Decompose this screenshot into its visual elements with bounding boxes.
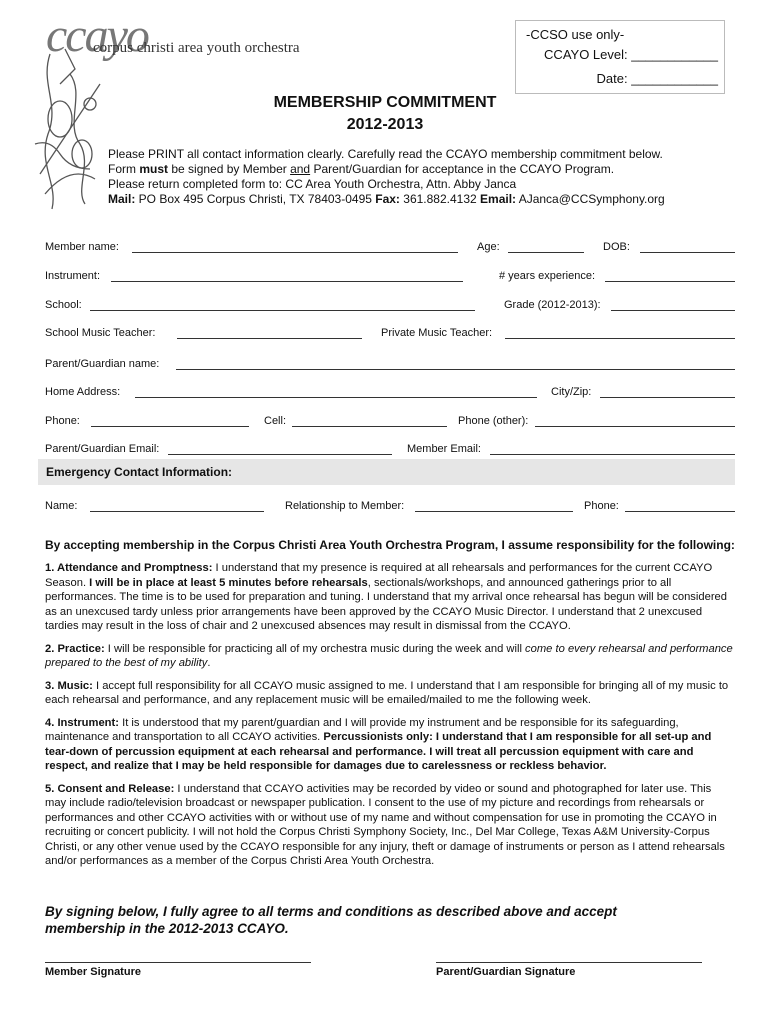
years-experience-label: # years experience: <box>499 270 595 282</box>
relationship-label: Relationship to Member: <box>285 500 405 512</box>
logo-wordmark: ccayo <box>46 9 148 62</box>
row-instrument <box>45 268 735 284</box>
member-name-field[interactable] <box>132 252 458 253</box>
emergency-name-field[interactable] <box>90 511 264 512</box>
logo-org-name: corpus christi area youth orchestra <box>93 40 300 56</box>
grade-label: Grade (2012-2013): <box>504 299 601 311</box>
age-label: Age: <box>477 241 500 253</box>
member-signature-label: Member Signature <box>45 966 141 978</box>
office-date-field[interactable]: Date: ____________ <box>596 71 718 86</box>
dob-label: DOB: <box>603 241 630 253</box>
cell-label: Cell: <box>264 415 287 427</box>
member-signature-line[interactable] <box>45 962 311 963</box>
ccayo-level-field[interactable]: CCAYO Level: ____________ <box>544 47 718 62</box>
intro-text <box>108 147 665 207</box>
cell-field[interactable] <box>292 426 447 427</box>
intro-line-1: Please PRINT all contact information clearly. Carefully read the CCAYO membership commitment below. <box>108 147 663 161</box>
member-email-label: Member Email: <box>407 443 481 455</box>
member-email-field[interactable] <box>490 454 735 455</box>
intro-line-2: Form must be signed by Member and Parent/Guardian for acceptance in the CCAYO Program. <box>108 162 615 176</box>
row-school <box>45 297 735 313</box>
instrument-field[interactable] <box>111 281 463 282</box>
term-music: 3. Music: I accept full responsibility for all CCAYO music assigned to me. I understand that I am responsible for bringing all of my music to each rehearsal and performance, and any replacement music will be emailed/mailed to me the following week. <box>45 679 729 706</box>
emergency-heading: Emergency Contact Information: <box>46 465 233 479</box>
row-member-name <box>45 239 735 255</box>
intro-contact-line: Mail: PO Box 495 Corpus Christi, TX 78403-0495 Fax: 361.882.4132 Email: AJanca@CCSymphony.org <box>108 192 665 206</box>
emergency-phone-label: Phone: <box>584 500 619 512</box>
school-field[interactable] <box>90 310 475 311</box>
parent-name-field[interactable] <box>176 369 735 370</box>
row-address <box>45 384 735 400</box>
instrument-label: Instrument: <box>45 270 101 282</box>
age-field[interactable] <box>508 252 584 253</box>
row-teachers <box>45 325 735 341</box>
school-teacher-label: School Music Teacher: <box>45 327 156 339</box>
home-address-label: Home Address: <box>45 386 121 398</box>
parent-email-field[interactable] <box>168 454 392 455</box>
page-title: MEMBERSHIP COMMITMENT <box>273 94 497 111</box>
school-teacher-field[interactable] <box>177 338 362 339</box>
city-zip-field[interactable] <box>600 397 735 398</box>
parent-name-label: Parent/Guardian name: <box>45 358 160 370</box>
row-parent-name <box>45 356 735 372</box>
row-emails <box>45 441 735 457</box>
parent-signature-line[interactable] <box>436 962 702 963</box>
phone-other-label: Phone (other): <box>458 415 529 427</box>
home-address-field[interactable] <box>135 397 537 398</box>
years-experience-field[interactable] <box>605 281 735 282</box>
dob-field[interactable] <box>640 252 735 253</box>
term-attendance: 1. Attendance and Promptness: I understand that my presence is required at all rehearsals and performances for the current CCAYO Season. I will be in place at least 5 minutes before rehearsals, sectionals/workshops, and announced gatherings prior to all performances. The time is to be used for preparation and tuning. I understand that my arrival once rehearsal has begun will be considered as an unexcused tardy unless prior arrangements have been approved by the CCAYO Music Director. I understand that 2 unexcused tardies may result in the loss of chair and 2 unexcused absences may result in dismissal from the CCAYO. <box>45 562 728 632</box>
term-instrument: 4. Instrument: It is understood that my parent/guardian and I will provide my instrument and be responsible for its safeguarding, maintenance and transportation to all CCAYO activities. Percussionists only: I understand that I am responsible for all set-up and tear-down of percussion equipment at each rehearsal and performance. I will treat all percussion equipment with care and respect, and realize that I may be held responsible for damages due to carelessness or reckless behavior. <box>45 716 712 772</box>
terms-lead: By accepting membership in the Corpus Christi Area Youth Orchestra Program, I assume responsibility for the following: <box>45 538 735 552</box>
private-teacher-label: Private Music Teacher: <box>381 327 493 339</box>
office-use-note: -CCSO use only- <box>526 27 625 42</box>
emergency-phone-field[interactable] <box>625 511 735 512</box>
grade-field[interactable] <box>611 310 735 311</box>
city-zip-label: City/Zip: <box>551 386 592 398</box>
signing-statement: By signing below, I fully agree to all terms and conditions as described above and accept membership in the 2012-2013 CCAYO. <box>45 904 617 936</box>
row-emergency <box>45 498 735 514</box>
relationship-field[interactable] <box>415 511 573 512</box>
member-name-label: Member name: <box>45 241 119 253</box>
phone-label: Phone: <box>45 415 80 427</box>
row-phones <box>45 413 735 429</box>
term-consent: 5. Consent and Release: I understand that CCAYO activities may be recorded by video or sound and photographed for later use. This may include radio/television broadcast or newspaper publication. I consent to the use of my picture and recordings from rehearsals or performances and other CCAYO activities with or without use of my name and without compensation for use in promoting the CCAYO in recruiting or concert publicity. I will not hold the Corpus Christi Symphony Society, Inc., Del Mar College, Texas A&M University-Corpus Christi, or any other venue used by the CCAYO responsible for any injury, theft or damage of instruments or person as I attend rehearsals and/or performances as a member of the Corpus Christi Area Youth Orchestra. <box>45 782 725 867</box>
phone-other-field[interactable] <box>535 426 735 427</box>
page-year: 2012-2013 <box>346 116 424 133</box>
term-practice: 2. Practice: I will be responsible for practicing all of my orchestra music during the week and will come to every rehearsal and performance prepared to the best of my ability. <box>45 642 733 669</box>
emergency-name-label: Name: <box>45 500 78 512</box>
terms-section <box>45 538 735 877</box>
parent-signature-label: Parent/Guardian Signature <box>436 966 576 978</box>
parent-email-label: Parent/Guardian Email: <box>45 443 160 455</box>
intro-line-3: Please return completed form to: CC Area Youth Orchestra, Attn. Abby Janca <box>108 177 517 191</box>
private-teacher-field[interactable] <box>505 338 735 339</box>
emergency-heading-band <box>38 459 735 485</box>
phone-field[interactable] <box>91 426 249 427</box>
office-use-box <box>515 20 725 94</box>
school-label: School: <box>45 299 82 311</box>
